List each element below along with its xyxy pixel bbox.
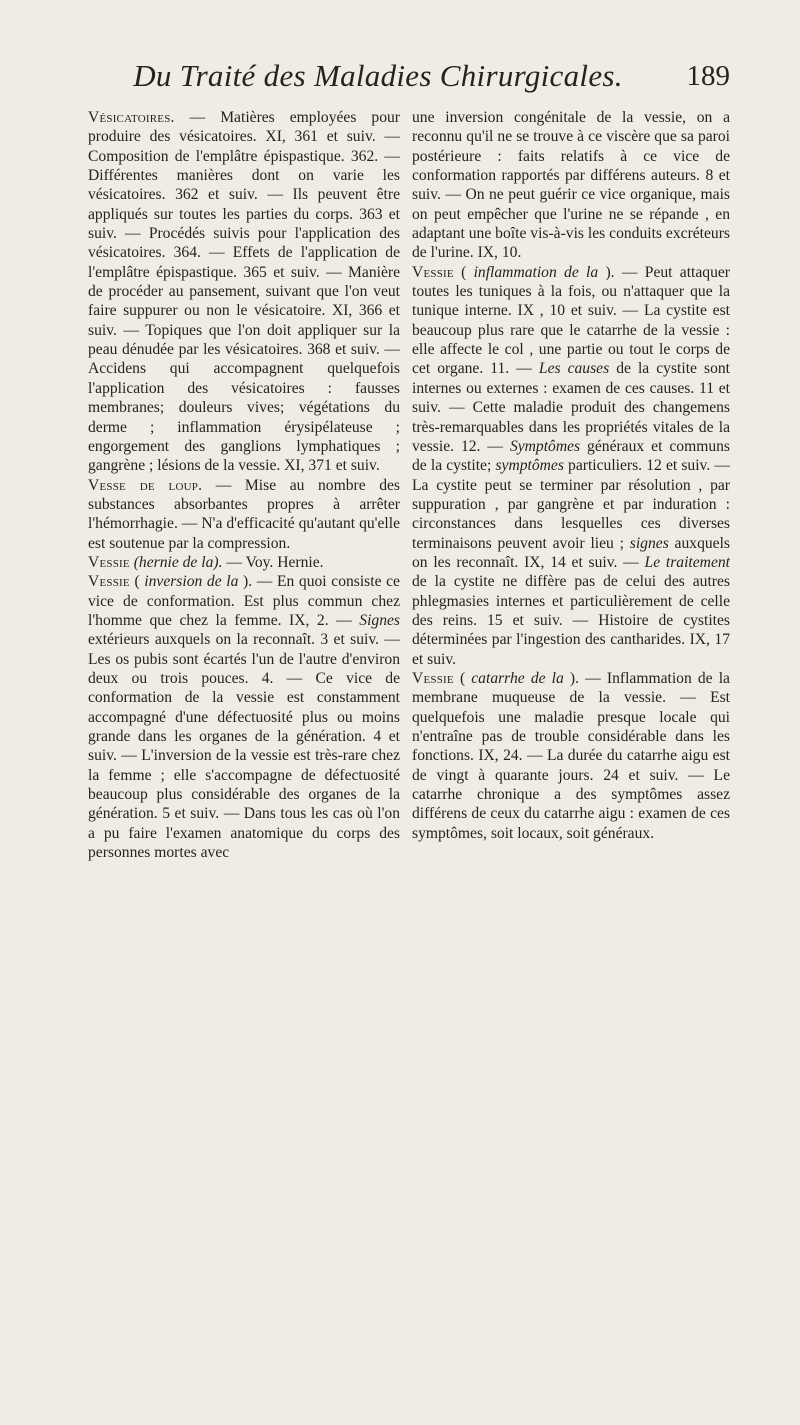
page-number: 189	[686, 60, 730, 92]
entry-subject: catarrhe de la	[471, 669, 564, 687]
entry-text: de la cystite ne diffère pas de celui des autres phlegmasies internes et particulièrement de celle des reins. 15 et suiv. — Histoire de cystites déterminées par l'ingestion des cantharides. IX, 17 et suiv.	[412, 573, 730, 668]
entry-text: généraux et communs de la cystite;	[412, 437, 730, 475]
entry-vessie-hernie	[88, 553, 400, 572]
right-column	[412, 108, 730, 843]
entry-text: une inversion congénitale de la vessie, on a reconnu qu'il ne se trouve à ce viscère que sa paroi postérieure : faits relatifs à ce vice de conformation rapportés par différens auteurs. 8 et suiv. — On ne peut guérir ce vice organique, mais on peut empêcher que l'urine ne se répande , en adaptant une boîte vis-à-vis les conduits excréteurs de l'urine. IX, 10.	[412, 109, 730, 262]
entry-subject: inversion de la	[144, 573, 239, 591]
entry-paren-open: (	[129, 573, 145, 591]
entry-paren-close: ).	[238, 573, 253, 591]
entry-italic-term: signes	[629, 534, 669, 552]
entry-italic-term: Les causes	[538, 360, 610, 378]
entry-vesse-de-loup	[88, 476, 400, 553]
entry-subject: (hernie de la).	[129, 553, 223, 571]
entry-text: — Inflammation de la membrane muqueuse de la vessie. — Est quelquefois une maladie presque locale qui n'entraîne pas de trouble considérable dans les fonctions. IX, 24. — La durée du catarrhe aigu est de vingt à quarante jours. 24 et suiv. — Le catarrhe chronique a des symptômes assez différens de ceux du catarrhe aigu : examen de ces symptômes, soit locaux, soit généraux.	[412, 669, 730, 842]
entry-paren-open: (	[453, 669, 472, 687]
entry-vessie-catarrhe	[412, 669, 730, 843]
running-title: Du Traité des Maladies Chirurgicales.	[133, 58, 623, 93]
entry-vessie-inversion	[88, 572, 400, 862]
entry-italic-term: symptômes	[495, 457, 564, 475]
entry-text: de la cystite sont internes ou externes : examen de ces causes. 11 et suiv. — Cette maladie produit des changemens très-remarquables dans les propriétés vitales de la vessie. 12. —	[412, 360, 730, 455]
entry-heading: Vessie	[412, 263, 454, 281]
entry-heading: Vessie	[88, 573, 130, 591]
entry-text: — Mise au nombre des substances absorbantes propres à arrêter l'hémorrhagie. — N'a d'efficacité qu'autant qu'elle est soutenue par la compression.	[88, 476, 400, 552]
entry-heading: Vesse de loup.	[88, 476, 203, 494]
page-header	[90, 52, 730, 100]
entry-text: particuliers. 12 et suiv. — La cystite peut se terminer par résolution , par suppuration , par gangrène et par induration : circonstances dans lesquelles ces diverses terminaisons peuvent avoir lieu ;	[412, 457, 730, 552]
entry-paren-close: ).	[598, 263, 615, 281]
entry-italic-term: Le traitement	[644, 553, 730, 571]
entry-heading: Vessie	[412, 669, 454, 687]
entry-text: extérieurs auxquels on la reconnaît. 3 et suiv. — Les os pubis sont écartés l'un de l'autre d'environ deux ou trois pouces. 4. — Ce vice de conformation de la vessie est constamment accompagné d'une défectuosité plus ou moins grande dans les organes de la génération. 4 et suiv. — L'inversion de la vessie est très-rare chez la femme ; elle s'accompagne de défectuosité beaucoup plus considérable des organes de la génération. 5 et suiv. — Dans tous les cas où l'on a pu faire l'examen anatomique du corps des personnes mortes avec	[88, 631, 400, 862]
left-column	[88, 108, 400, 862]
entry-text: — Matières employées pour produire des vésicatoires. XI, 361 et suiv. — Composition de l'emplâtre épispastique. 362. — Différentes manières dont on varie les vésicatoires. 362 et suiv. — Ils peuvent être appliqués sur toutes les parties du corps. 363 et suiv. — Procédés suivis pour l'application des vésicatoires. 364. — Effets de l'application de l'emplâtre épispastique. 365 et suiv. — Manière de procéder au pansement, suivant que l'on veut faire suppurer ou non le vésicatoire. XI, 366 et suiv. — Topiques que l'on doit appliquer sur la peau dénudée par les vésicatoires. 368 et suiv. — Accidens qui accompagnent quelquefois l'application des vésicatoires : fausses membranes; douleurs vives; végétations du derme ; inflammation érysipélateuse ; engorgement des ganglions lymphatiques ; gangrène ; lésions de la vessie. XI, 371 et suiv.	[88, 109, 400, 475]
entry-vesicatoires	[88, 108, 400, 476]
entry-vessie-inflammation	[412, 263, 730, 669]
entry-text: auxquels on les reconnaît. IX, 14 et suiv. —	[412, 534, 730, 571]
entry-italic-term: Symptômes	[509, 437, 581, 455]
entry-heading: Vessie	[88, 553, 130, 571]
entry-paren-close: ).	[563, 669, 580, 687]
entry-paren-open: (	[453, 263, 474, 281]
entry-continuation	[412, 108, 730, 263]
entry-text: — Peut attaquer toutes les tuniques à la fois, ou n'attaquer que la tunique interne. IX , 10 et suiv. — La cystite est beaucoup plus rare que le catarrhe de la vessie : elle affecte le col , une partie ou tout le corps de cet organe. 11. —	[412, 263, 730, 378]
entry-italic-term: Signes	[359, 611, 400, 629]
entry-text: — En quoi consiste ce vice de conformation. Est plus commun chez l'homme que chez la femme. IX, 2. —	[88, 573, 400, 629]
entry-subject: inflammation de la	[473, 263, 599, 281]
entry-text: — Voy. Hernie.	[222, 553, 324, 571]
entry-heading: Vésicatoires.	[88, 109, 175, 126]
